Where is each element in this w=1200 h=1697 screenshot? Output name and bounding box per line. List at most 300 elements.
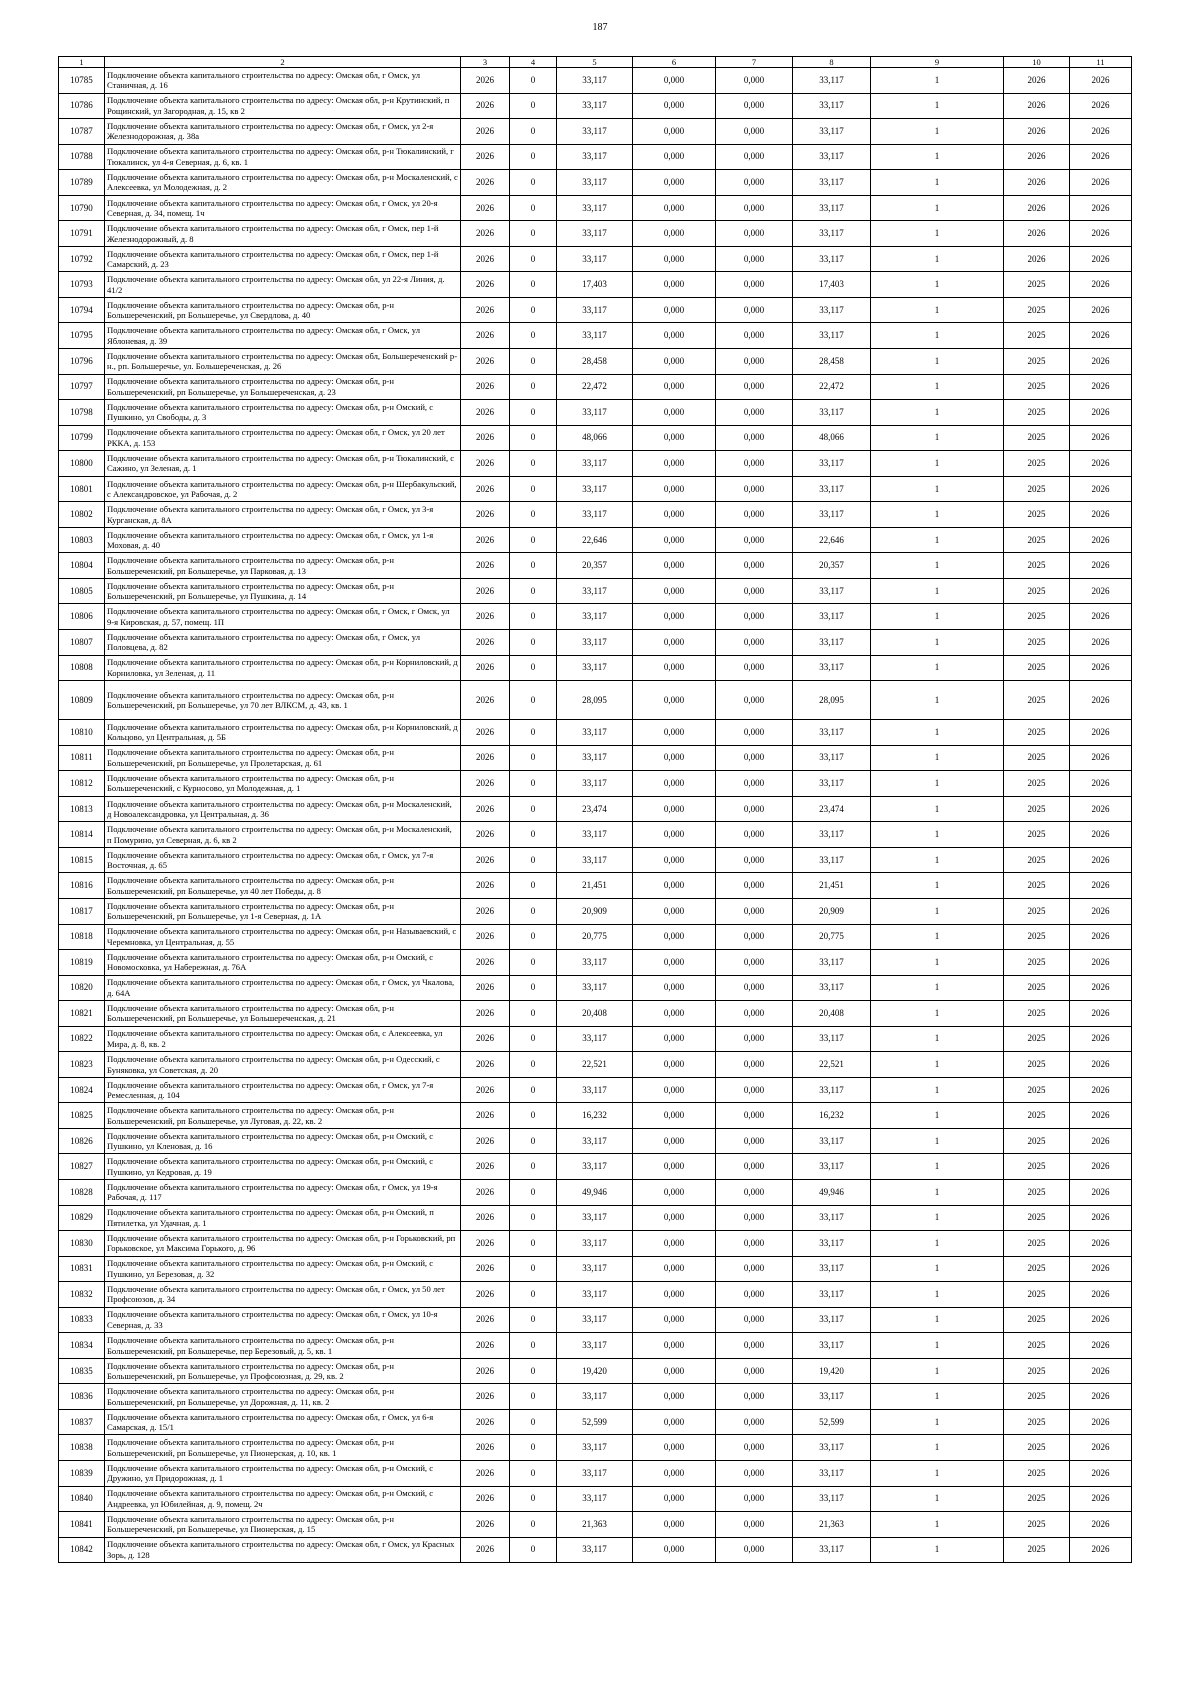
col-6-cell: 0,000 bbox=[633, 144, 716, 170]
row-number: 10831 bbox=[59, 1256, 105, 1282]
col-6-cell: 0,000 bbox=[633, 297, 716, 323]
col-9-cell: 1 bbox=[871, 950, 1004, 976]
col-6-cell: 0,000 bbox=[633, 745, 716, 771]
col-9-cell: 1 bbox=[871, 1333, 1004, 1359]
col-11-cell: 2026 bbox=[1070, 1179, 1132, 1205]
row-number: 10806 bbox=[59, 604, 105, 630]
col-4-cell: 0 bbox=[510, 1537, 557, 1563]
col-6-cell: 0,000 bbox=[633, 1026, 716, 1052]
col-9-cell: 1 bbox=[871, 1537, 1004, 1563]
col-8-cell: 33,117 bbox=[793, 1154, 871, 1180]
col-9-cell: 1 bbox=[871, 1128, 1004, 1154]
col-5-cell: 33,117 bbox=[557, 578, 633, 604]
col-4-cell: 0 bbox=[510, 170, 557, 196]
col-5-cell: 33,117 bbox=[557, 720, 633, 746]
col-4-cell: 0 bbox=[510, 1256, 557, 1282]
table-row bbox=[59, 68, 1132, 94]
col-3-cell: 2026 bbox=[461, 1077, 510, 1103]
row-number: 10810 bbox=[59, 720, 105, 746]
col-11-cell: 2026 bbox=[1070, 451, 1132, 477]
col-4-cell: 0 bbox=[510, 451, 557, 477]
col-8-cell: 49,946 bbox=[793, 1179, 871, 1205]
col-8-cell: 33,117 bbox=[793, 1231, 871, 1257]
row-description: Подключение объекта капитального строительства по адресу: Омская обл, г Омск, ул 2-я Железнодорожная, д. 38а bbox=[105, 119, 461, 145]
col-7-cell: 0,000 bbox=[716, 246, 793, 272]
col-9-cell: 1 bbox=[871, 1307, 1004, 1333]
table-row bbox=[59, 1256, 1132, 1282]
row-description: Подключение объекта капитального строительства по адресу: Омская обл, р-н Тюкалинский, г Тюкалинск, ул 4-я Северная, д. 6, кв. 1 bbox=[105, 144, 461, 170]
col-10-cell: 2025 bbox=[1004, 425, 1070, 451]
col-11-cell: 2026 bbox=[1070, 1307, 1132, 1333]
col-5-cell: 33,117 bbox=[557, 221, 633, 247]
col-7-cell: 0,000 bbox=[716, 1179, 793, 1205]
col-9-cell: 1 bbox=[871, 1256, 1004, 1282]
table-row bbox=[59, 898, 1132, 924]
col-11-cell: 2026 bbox=[1070, 119, 1132, 145]
col-5-cell: 33,117 bbox=[557, 1026, 633, 1052]
col-5-cell: 33,117 bbox=[557, 323, 633, 349]
col-10-cell: 2026 bbox=[1004, 93, 1070, 119]
row-number: 10790 bbox=[59, 195, 105, 221]
table-header-row bbox=[59, 57, 1132, 68]
col-9-cell: 1 bbox=[871, 1077, 1004, 1103]
col-10-cell: 2025 bbox=[1004, 476, 1070, 502]
col-10-cell: 2025 bbox=[1004, 1333, 1070, 1359]
col-5-cell: 33,117 bbox=[557, 1460, 633, 1486]
col-10-cell: 2026 bbox=[1004, 119, 1070, 145]
row-number: 10817 bbox=[59, 898, 105, 924]
col-10-cell: 2025 bbox=[1004, 578, 1070, 604]
col-10-cell: 2026 bbox=[1004, 195, 1070, 221]
column-header: 4 bbox=[510, 57, 557, 68]
col-10-cell: 2025 bbox=[1004, 502, 1070, 528]
col-9-cell: 1 bbox=[871, 297, 1004, 323]
col-3-cell: 2026 bbox=[461, 1333, 510, 1359]
row-number: 10813 bbox=[59, 796, 105, 822]
col-7-cell: 0,000 bbox=[716, 950, 793, 976]
col-11-cell: 2026 bbox=[1070, 1077, 1132, 1103]
table-row bbox=[59, 771, 1132, 797]
col-5-cell: 21,451 bbox=[557, 873, 633, 899]
table-row bbox=[59, 1154, 1132, 1180]
row-description: Подключение объекта капитального строительства по адресу: Омская обл, р-н Омский, с Пушкино, ул Свободы, д. 3 bbox=[105, 400, 461, 426]
row-description: Подключение объекта капитального строительства по адресу: Омская обл, г Омск, г Омск, ул 9-я Кировская, д. 57, помещ. 1П bbox=[105, 604, 461, 630]
col-4-cell: 0 bbox=[510, 400, 557, 426]
col-3-cell: 2026 bbox=[461, 1460, 510, 1486]
col-3-cell: 2026 bbox=[461, 1512, 510, 1538]
col-5-cell: 33,117 bbox=[557, 1282, 633, 1308]
col-10-cell: 2025 bbox=[1004, 1307, 1070, 1333]
col-5-cell: 23,474 bbox=[557, 796, 633, 822]
col-8-cell: 48,066 bbox=[793, 425, 871, 451]
col-9-cell: 1 bbox=[871, 144, 1004, 170]
col-3-cell: 2026 bbox=[461, 681, 510, 720]
col-3-cell: 2026 bbox=[461, 1409, 510, 1435]
col-6-cell: 0,000 bbox=[633, 527, 716, 553]
row-number: 10820 bbox=[59, 975, 105, 1001]
col-10-cell: 2025 bbox=[1004, 630, 1070, 656]
page-number: 187 bbox=[592, 22, 608, 33]
col-9-cell: 1 bbox=[871, 720, 1004, 746]
col-9-cell: 1 bbox=[871, 847, 1004, 873]
col-5-cell: 33,117 bbox=[557, 68, 633, 94]
col-3-cell: 2026 bbox=[461, 119, 510, 145]
col-3-cell: 2026 bbox=[461, 1307, 510, 1333]
row-number: 10829 bbox=[59, 1205, 105, 1231]
table-row bbox=[59, 1460, 1132, 1486]
col-7-cell: 0,000 bbox=[716, 1435, 793, 1461]
col-4-cell: 0 bbox=[510, 1409, 557, 1435]
col-3-cell: 2026 bbox=[461, 476, 510, 502]
col-4-cell: 0 bbox=[510, 720, 557, 746]
col-8-cell: 33,117 bbox=[793, 93, 871, 119]
col-8-cell: 33,117 bbox=[793, 771, 871, 797]
col-7-cell: 0,000 bbox=[716, 898, 793, 924]
col-8-cell: 33,117 bbox=[793, 221, 871, 247]
row-description: Подключение объекта капитального строительства по адресу: Омская обл, р-н Москаленский, п Помурино, ул Северная, д. 6, кв 2 bbox=[105, 822, 461, 848]
row-number: 10821 bbox=[59, 1001, 105, 1027]
col-7-cell: 0,000 bbox=[716, 93, 793, 119]
col-3-cell: 2026 bbox=[461, 527, 510, 553]
col-9-cell: 1 bbox=[871, 527, 1004, 553]
col-6-cell: 0,000 bbox=[633, 246, 716, 272]
col-5-cell: 33,117 bbox=[557, 400, 633, 426]
col-9-cell: 1 bbox=[871, 476, 1004, 502]
col-5-cell: 52,599 bbox=[557, 1409, 633, 1435]
col-9-cell: 1 bbox=[871, 1409, 1004, 1435]
col-9-cell: 1 bbox=[871, 374, 1004, 400]
col-11-cell: 2026 bbox=[1070, 745, 1132, 771]
col-8-cell: 33,117 bbox=[793, 822, 871, 848]
col-6-cell: 0,000 bbox=[633, 1512, 716, 1538]
row-number: 10809 bbox=[59, 681, 105, 720]
col-8-cell: 16,232 bbox=[793, 1103, 871, 1129]
col-3-cell: 2026 bbox=[461, 578, 510, 604]
col-11-cell: 2026 bbox=[1070, 68, 1132, 94]
table-row bbox=[59, 1077, 1132, 1103]
col-9-cell: 1 bbox=[871, 1154, 1004, 1180]
row-number: 10787 bbox=[59, 119, 105, 145]
col-5-cell: 33,117 bbox=[557, 1307, 633, 1333]
col-4-cell: 0 bbox=[510, 873, 557, 899]
row-number: 10818 bbox=[59, 924, 105, 950]
col-5-cell: 33,117 bbox=[557, 950, 633, 976]
col-9-cell: 1 bbox=[871, 195, 1004, 221]
col-10-cell: 2025 bbox=[1004, 272, 1070, 298]
col-7-cell: 0,000 bbox=[716, 221, 793, 247]
row-description: Подключение объекта капитального строительства по адресу: Омская обл, р-н Москаленский, д Новоалександровка, ул Центральная, д. 36 bbox=[105, 796, 461, 822]
col-6-cell: 0,000 bbox=[633, 1154, 716, 1180]
col-11-cell: 2026 bbox=[1070, 1001, 1132, 1027]
row-number: 10841 bbox=[59, 1512, 105, 1538]
col-11-cell: 2026 bbox=[1070, 975, 1132, 1001]
col-6-cell: 0,000 bbox=[633, 1333, 716, 1359]
col-11-cell: 2026 bbox=[1070, 1128, 1132, 1154]
row-description: Подключение объекта капитального строительства по адресу: Омская обл, р-н Большереченский, рп Большеречье, ул Большереченская, д. 21 bbox=[105, 1001, 461, 1027]
col-6-cell: 0,000 bbox=[633, 1231, 716, 1257]
col-4-cell: 0 bbox=[510, 476, 557, 502]
col-3-cell: 2026 bbox=[461, 1205, 510, 1231]
col-11-cell: 2026 bbox=[1070, 1205, 1132, 1231]
col-8-cell: 33,117 bbox=[793, 1333, 871, 1359]
col-5-cell: 33,117 bbox=[557, 170, 633, 196]
col-10-cell: 2025 bbox=[1004, 1103, 1070, 1129]
col-6-cell: 0,000 bbox=[633, 425, 716, 451]
col-6-cell: 0,000 bbox=[633, 221, 716, 247]
col-11-cell: 2026 bbox=[1070, 1358, 1132, 1384]
row-description: Подключение объекта капитального строительства по адресу: Омская обл, р-н Омский, п Пятилетка, ул Удачная, д. 1 bbox=[105, 1205, 461, 1231]
col-5-cell: 20,357 bbox=[557, 553, 633, 579]
col-3-cell: 2026 bbox=[461, 246, 510, 272]
col-7-cell: 0,000 bbox=[716, 374, 793, 400]
col-10-cell: 2025 bbox=[1004, 873, 1070, 899]
row-number: 10819 bbox=[59, 950, 105, 976]
row-description: Подключение объекта капитального строительства по адресу: Омская обл, г Омск, ул Красных Зорь, д. 128 bbox=[105, 1537, 461, 1563]
col-7-cell: 0,000 bbox=[716, 1333, 793, 1359]
col-7-cell: 0,000 bbox=[716, 502, 793, 528]
row-description: Подключение объекта капитального строительства по адресу: Омская обл, р-н Большереченский, рп Большеречье, ул Большереченская, д. 23 bbox=[105, 374, 461, 400]
col-7-cell: 0,000 bbox=[716, 323, 793, 349]
col-6-cell: 0,000 bbox=[633, 1537, 716, 1563]
col-11-cell: 2026 bbox=[1070, 655, 1132, 681]
col-6-cell: 0,000 bbox=[633, 924, 716, 950]
col-9-cell: 1 bbox=[871, 1282, 1004, 1308]
col-3-cell: 2026 bbox=[461, 221, 510, 247]
col-11-cell: 2026 bbox=[1070, 1256, 1132, 1282]
row-description: Подключение объекта капитального строительства по адресу: Омская обл, г Омск, ул 3-я Курганская, д. 8А bbox=[105, 502, 461, 528]
col-9-cell: 1 bbox=[871, 170, 1004, 196]
col-5-cell: 33,117 bbox=[557, 1537, 633, 1563]
row-description: Подключение объекта капитального строительства по адресу: Омская обл, р-н Корниловский, д Корниловка, ул Зеленая, д. 11 bbox=[105, 655, 461, 681]
col-7-cell: 0,000 bbox=[716, 400, 793, 426]
col-9-cell: 1 bbox=[871, 1179, 1004, 1205]
col-7-cell: 0,000 bbox=[716, 975, 793, 1001]
col-6-cell: 0,000 bbox=[633, 771, 716, 797]
row-number: 10800 bbox=[59, 451, 105, 477]
col-8-cell: 33,117 bbox=[793, 1435, 871, 1461]
row-description: Подключение объекта капитального строительства по адресу: Омская обл, р-н Большереченский, рп Большеречье, ул Луговая, д. 22, кв. 2 bbox=[105, 1103, 461, 1129]
col-8-cell: 33,117 bbox=[793, 1537, 871, 1563]
col-8-cell: 33,117 bbox=[793, 578, 871, 604]
col-7-cell: 0,000 bbox=[716, 68, 793, 94]
col-7-cell: 0,000 bbox=[716, 822, 793, 848]
row-description: Подключение объекта капитального строительства по адресу: Омская обл, г Омск, ул Станичная, д. 16 bbox=[105, 68, 461, 94]
col-11-cell: 2026 bbox=[1070, 246, 1132, 272]
col-10-cell: 2025 bbox=[1004, 898, 1070, 924]
col-10-cell: 2026 bbox=[1004, 144, 1070, 170]
col-5-cell: 33,117 bbox=[557, 144, 633, 170]
col-6-cell: 0,000 bbox=[633, 720, 716, 746]
col-9-cell: 1 bbox=[871, 975, 1004, 1001]
table-row bbox=[59, 847, 1132, 873]
col-6-cell: 0,000 bbox=[633, 898, 716, 924]
table-row bbox=[59, 1384, 1132, 1410]
col-5-cell: 20,408 bbox=[557, 1001, 633, 1027]
col-8-cell: 17,403 bbox=[793, 272, 871, 298]
row-description: Подключение объекта капитального строительства по адресу: Омская обл, р-н Омский, с Андреевка, ул Юбилейная, д. 9, помещ. 2ч bbox=[105, 1486, 461, 1512]
col-6-cell: 0,000 bbox=[633, 1486, 716, 1512]
col-9-cell: 1 bbox=[871, 425, 1004, 451]
col-10-cell: 2025 bbox=[1004, 1001, 1070, 1027]
col-4-cell: 0 bbox=[510, 144, 557, 170]
row-number: 10828 bbox=[59, 1179, 105, 1205]
col-3-cell: 2026 bbox=[461, 451, 510, 477]
col-9-cell: 1 bbox=[871, 451, 1004, 477]
row-number: 10792 bbox=[59, 246, 105, 272]
table-row bbox=[59, 502, 1132, 528]
col-9-cell: 1 bbox=[871, 1052, 1004, 1078]
col-11-cell: 2026 bbox=[1070, 553, 1132, 579]
col-4-cell: 0 bbox=[510, 297, 557, 323]
col-10-cell: 2025 bbox=[1004, 374, 1070, 400]
col-10-cell: 2025 bbox=[1004, 822, 1070, 848]
col-6-cell: 0,000 bbox=[633, 451, 716, 477]
col-6-cell: 0,000 bbox=[633, 195, 716, 221]
col-4-cell: 0 bbox=[510, 1486, 557, 1512]
col-5-cell: 33,117 bbox=[557, 822, 633, 848]
col-7-cell: 0,000 bbox=[716, 195, 793, 221]
table-row bbox=[59, 1052, 1132, 1078]
row-number: 10835 bbox=[59, 1358, 105, 1384]
col-7-cell: 0,000 bbox=[716, 1460, 793, 1486]
col-4-cell: 0 bbox=[510, 924, 557, 950]
col-9-cell: 1 bbox=[871, 1103, 1004, 1129]
col-8-cell: 33,117 bbox=[793, 630, 871, 656]
col-5-cell: 33,117 bbox=[557, 451, 633, 477]
table-row bbox=[59, 195, 1132, 221]
column-header: 3 bbox=[461, 57, 510, 68]
col-8-cell: 33,117 bbox=[793, 195, 871, 221]
col-7-cell: 0,000 bbox=[716, 349, 793, 375]
col-8-cell: 33,117 bbox=[793, 1384, 871, 1410]
col-11-cell: 2026 bbox=[1070, 195, 1132, 221]
col-10-cell: 2025 bbox=[1004, 796, 1070, 822]
row-number: 10797 bbox=[59, 374, 105, 400]
col-9-cell: 1 bbox=[871, 1384, 1004, 1410]
col-3-cell: 2026 bbox=[461, 771, 510, 797]
col-8-cell: 33,117 bbox=[793, 1128, 871, 1154]
col-4-cell: 0 bbox=[510, 349, 557, 375]
col-3-cell: 2026 bbox=[461, 502, 510, 528]
col-10-cell: 2025 bbox=[1004, 553, 1070, 579]
col-6-cell: 0,000 bbox=[633, 796, 716, 822]
col-10-cell: 2026 bbox=[1004, 170, 1070, 196]
col-9-cell: 1 bbox=[871, 272, 1004, 298]
col-5-cell: 33,117 bbox=[557, 1128, 633, 1154]
row-number: 10830 bbox=[59, 1231, 105, 1257]
col-11-cell: 2026 bbox=[1070, 578, 1132, 604]
col-8-cell: 33,117 bbox=[793, 1282, 871, 1308]
row-description: Подключение объекта капитального строительства по адресу: Омская обл, г Омск, ул Половцева, д. 82 bbox=[105, 630, 461, 656]
table-row bbox=[59, 924, 1132, 950]
col-11-cell: 2026 bbox=[1070, 1435, 1132, 1461]
col-10-cell: 2025 bbox=[1004, 1537, 1070, 1563]
col-11-cell: 2026 bbox=[1070, 1333, 1132, 1359]
col-4-cell: 0 bbox=[510, 93, 557, 119]
table-row bbox=[59, 720, 1132, 746]
row-number: 10803 bbox=[59, 527, 105, 553]
row-number: 10804 bbox=[59, 553, 105, 579]
row-number: 10788 bbox=[59, 144, 105, 170]
row-number: 10785 bbox=[59, 68, 105, 94]
col-6-cell: 0,000 bbox=[633, 822, 716, 848]
col-7-cell: 0,000 bbox=[716, 1154, 793, 1180]
col-8-cell: 33,117 bbox=[793, 1256, 871, 1282]
col-11-cell: 2026 bbox=[1070, 1512, 1132, 1538]
col-4-cell: 0 bbox=[510, 527, 557, 553]
col-3-cell: 2026 bbox=[461, 323, 510, 349]
col-10-cell: 2025 bbox=[1004, 1460, 1070, 1486]
col-5-cell: 33,117 bbox=[557, 1154, 633, 1180]
col-8-cell: 20,357 bbox=[793, 553, 871, 579]
row-number: 10833 bbox=[59, 1307, 105, 1333]
col-5-cell: 33,117 bbox=[557, 630, 633, 656]
col-11-cell: 2026 bbox=[1070, 93, 1132, 119]
col-9-cell: 1 bbox=[871, 745, 1004, 771]
col-3-cell: 2026 bbox=[461, 1256, 510, 1282]
col-9-cell: 1 bbox=[871, 1460, 1004, 1486]
row-description: Подключение объекта капитального строительства по адресу: Омская обл, г Омск, ул 7-я Ремесленная, д. 104 bbox=[105, 1077, 461, 1103]
row-description: Подключение объекта капитального строительства по адресу: Омская обл, р-н Тюкалинский, с Сажино, ул Зеленая, д. 1 bbox=[105, 451, 461, 477]
col-4-cell: 0 bbox=[510, 796, 557, 822]
row-description: Подключение объекта капитального строительства по адресу: Омская обл, р-н Большереченский, рп Большеречье, ул Дорожная, д. 11, кв. 2 bbox=[105, 1384, 461, 1410]
col-5-cell: 33,117 bbox=[557, 975, 633, 1001]
col-3-cell: 2026 bbox=[461, 425, 510, 451]
row-description: Подключение объекта капитального строительства по адресу: Омская обл, р-н Большереченский, рп Большеречье, ул Пролетарская, д. 61 bbox=[105, 745, 461, 771]
col-8-cell: 52,599 bbox=[793, 1409, 871, 1435]
col-10-cell: 2025 bbox=[1004, 1486, 1070, 1512]
col-6-cell: 0,000 bbox=[633, 170, 716, 196]
col-11-cell: 2026 bbox=[1070, 1384, 1132, 1410]
col-7-cell: 0,000 bbox=[716, 297, 793, 323]
col-9-cell: 1 bbox=[871, 553, 1004, 579]
col-3-cell: 2026 bbox=[461, 1128, 510, 1154]
row-description: Подключение объекта капитального строительства по адресу: Омская обл, г Омск, пер 1-й Самарский, д. 23 bbox=[105, 246, 461, 272]
row-description: Подключение объекта капитального строительства по адресу: Омская обл, р-н Шербакульский, с Александровское, ул Рабочая, д. 2 bbox=[105, 476, 461, 502]
col-8-cell: 22,472 bbox=[793, 374, 871, 400]
col-8-cell: 33,117 bbox=[793, 451, 871, 477]
col-5-cell: 33,117 bbox=[557, 93, 633, 119]
col-6-cell: 0,000 bbox=[633, 1460, 716, 1486]
col-7-cell: 0,000 bbox=[716, 1077, 793, 1103]
col-7-cell: 0,000 bbox=[716, 476, 793, 502]
col-11-cell: 2026 bbox=[1070, 1282, 1132, 1308]
table-row bbox=[59, 476, 1132, 502]
row-description: Подключение объекта капитального строительства по адресу: Омская обл, р-н Большереченский, рп Большеречье, ул Профсоюзная, д. 29, кв. 2 bbox=[105, 1358, 461, 1384]
column-header: 5 bbox=[557, 57, 633, 68]
col-3-cell: 2026 bbox=[461, 604, 510, 630]
col-6-cell: 0,000 bbox=[633, 400, 716, 426]
col-7-cell: 0,000 bbox=[716, 527, 793, 553]
col-9-cell: 1 bbox=[871, 1001, 1004, 1027]
col-3-cell: 2026 bbox=[461, 68, 510, 94]
col-11-cell: 2026 bbox=[1070, 873, 1132, 899]
col-8-cell: 33,117 bbox=[793, 1205, 871, 1231]
col-8-cell: 33,117 bbox=[793, 297, 871, 323]
col-6-cell: 0,000 bbox=[633, 1435, 716, 1461]
col-10-cell: 2025 bbox=[1004, 527, 1070, 553]
col-5-cell: 33,117 bbox=[557, 1384, 633, 1410]
row-description: Подключение объекта капитального строительства по адресу: Омская обл, р-н Большереченский, рп Большеречье, ул 70 лет ВЛКСМ, д. 43, кв. 1 bbox=[105, 681, 461, 720]
col-5-cell: 33,117 bbox=[557, 1205, 633, 1231]
col-7-cell: 0,000 bbox=[716, 1001, 793, 1027]
col-11-cell: 2026 bbox=[1070, 771, 1132, 797]
col-10-cell: 2025 bbox=[1004, 1358, 1070, 1384]
col-3-cell: 2026 bbox=[461, 1001, 510, 1027]
col-3-cell: 2026 bbox=[461, 924, 510, 950]
col-7-cell: 0,000 bbox=[716, 655, 793, 681]
row-number: 10795 bbox=[59, 323, 105, 349]
